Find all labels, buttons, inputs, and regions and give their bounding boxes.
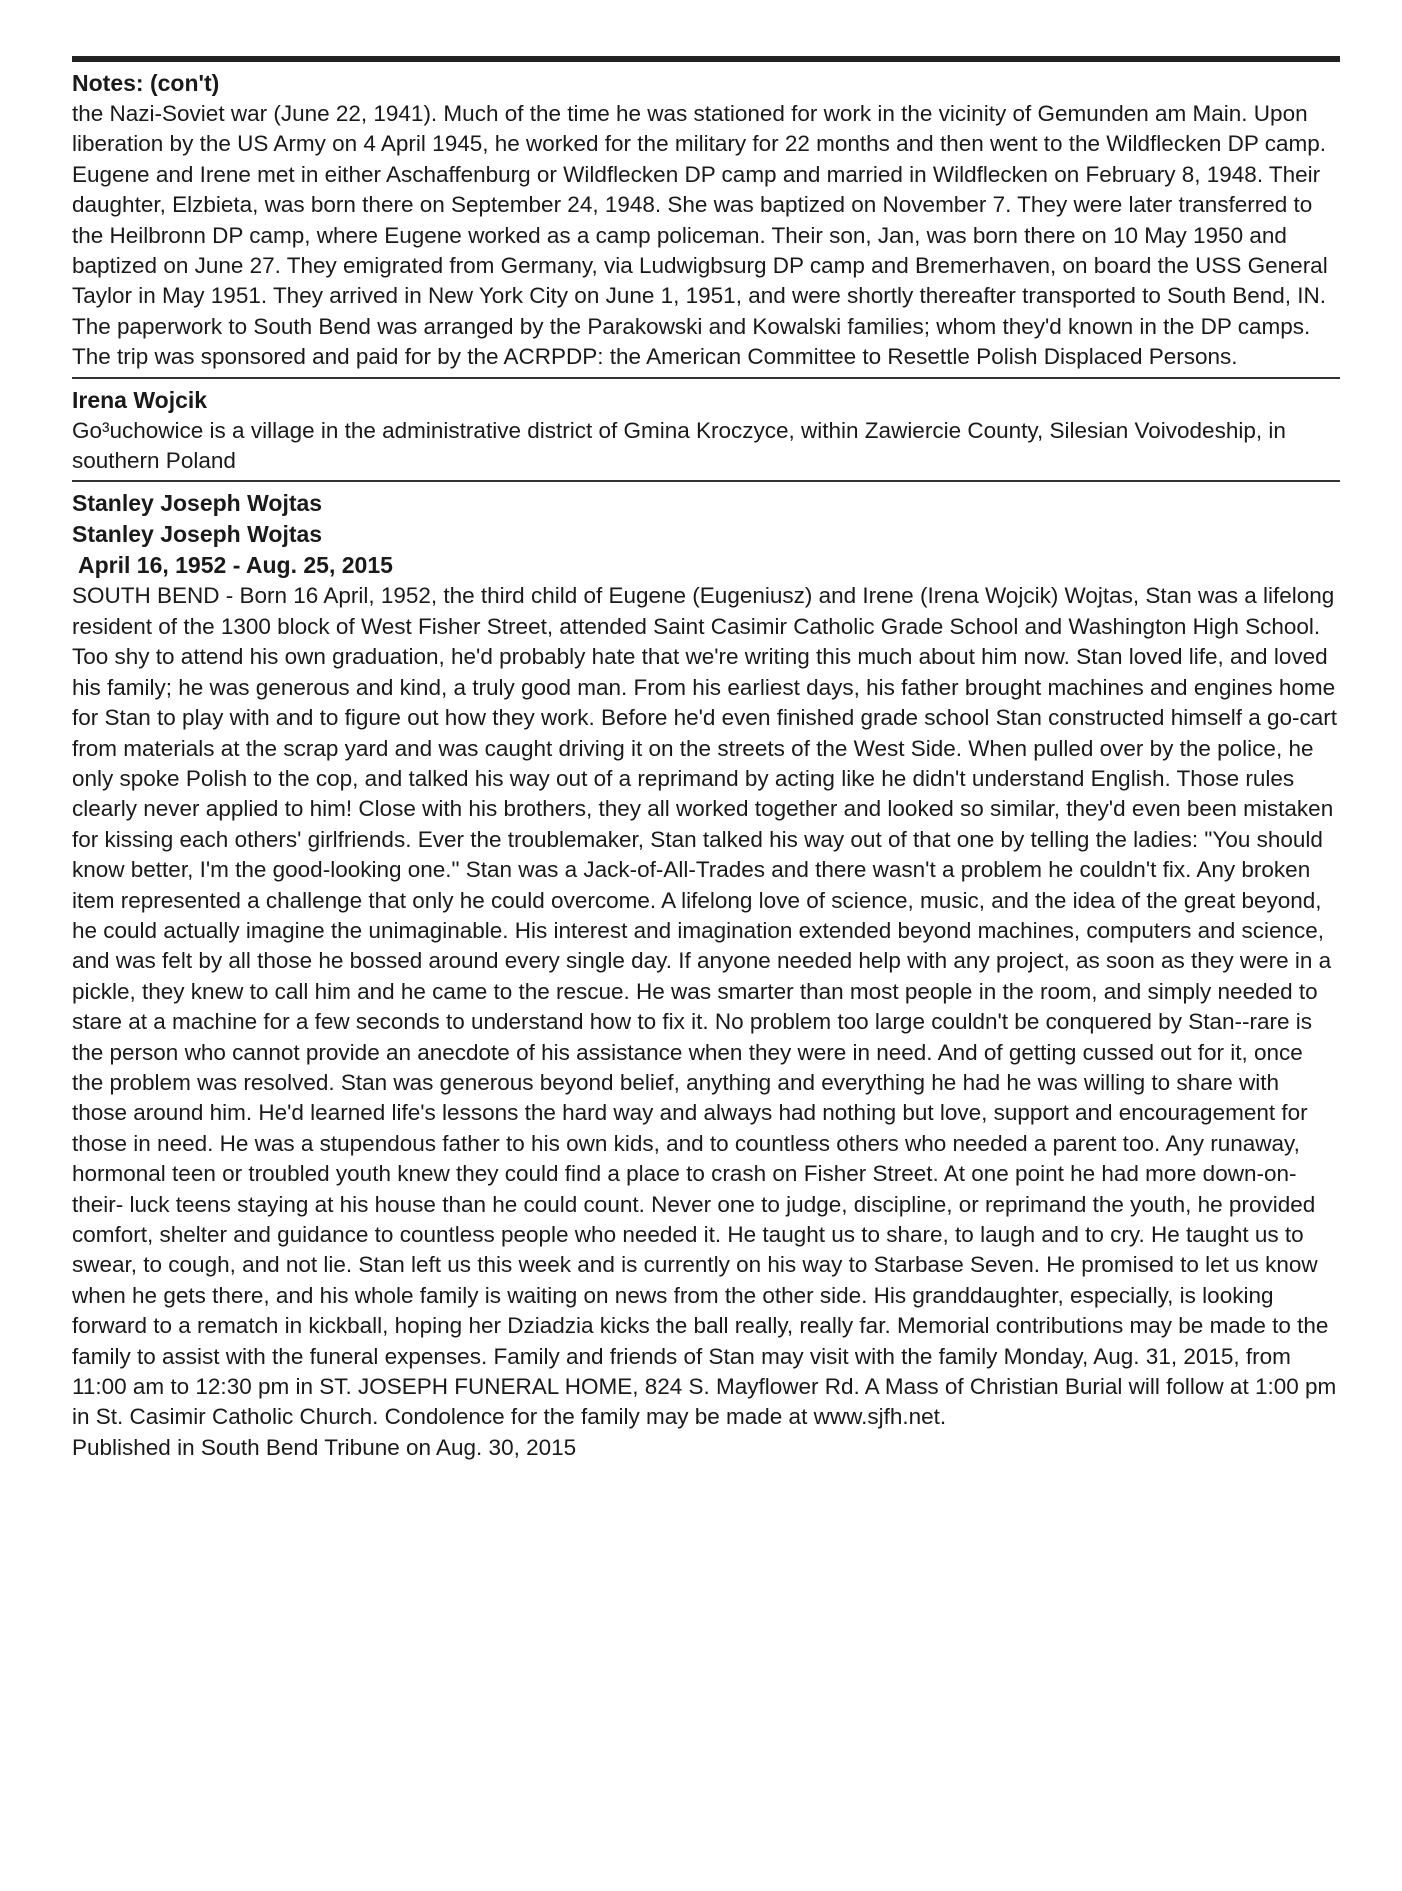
obituary-heading: Stanley Joseph Wojtas [72, 521, 323, 548]
published-line: Published in South Bend Tribune on Aug. 30, 2015 [72, 1434, 577, 1460]
stanley-section [72, 488, 1340, 1463]
obituary-dates: April 16, 1952 - Aug. 25, 2015 [78, 552, 393, 579]
irena-section [72, 385, 1340, 477]
section-divider [72, 480, 1340, 482]
document-page [72, 56, 1340, 1463]
obituary-text: SOUTH BEND - Born 16 April, 1952, the third child of Eugene (Eugeniusz) and Irene (Irena Wojcik) Wojtas, Stan was a lifelong resident of the 1300 block of West Fisher Street, attended Saint Casimir Catholic Grade School and Washington High School. Too shy to attend his own graduation, he'd probably hate that we're writing this much about him now. Stan loved life, and loved his family; he was generous and kind, a truly good man. From his earliest days, his father brought machines and engines home for Stan to play with and to figure out how they work. Before he'd even finished grade school Stan constructed himself a go-cart from materials at the scrap yard and was caught driving it on the streets of the West Side. When pulled over by the police, he only spoke Polish to the cop, and talked his way out of a reprimand by acting like he didn't understand English. Those rules clearly never applied to him! Close with his brothers, they all worked together and looked so similar, they'd even been mistaken for kissing each others' girlfriends. Ever the troublemaker, Stan talked his way out of that one by telling the ladies: "You should know better, I'm the good-looking one." Stan was a Jack-of-All-Trades and there wasn't a problem he couldn't fix. Any broken item represented a challenge that only he could overcome. A lifelong love of science, music, and the idea of the great beyond, he could actually imagine the unimaginable. His interest and imagination extended beyond machines, computers and science, and was felt by all those he bossed around every single day. If anyone needed help with any project, as soon as they were in a pickle, they knew to call him and he came to the rescue. He was smarter than most people in the room, and simply needed to stare at a machine for a few seconds to understand how to fix it. No problem too large couldn't be conquered by Stan--rare is the person who cannot provide an anecdote of his assistance when they were in need. And of getting cussed out for it, once the problem was resolved. Stan was generous beyond belief, anything and everything he had he was willing to share with those around him. He'd learned life's lessons the hard way and always had nothing but love, support and encouragement for those in need. He was a stupendous father to his own kids, and to countless others who needed a parent too. Any runaway, hormonal teen or troubled youth knew they could find a place to crash on Fisher Street. At one point he had more down-on-their- luck teens staying at his house than he could count. Never one to judge, discipline, or reprimand the youth, he provided comfort, shelter and guidance to countless people who needed it. He taught us to share, to laugh and to cry. He taught us to swear, to cough, and not lie. Stan left us this week and is currently on his way to Starbase Seven. He promised to let us know when he gets there, and his whole family is waiting on news from the other side. His granddaughter, especially, is looking forward to a rematch in kickball, hoping her Dziadzia kicks the ball really, really far. Memorial contributions may be made to the family to assist with the funeral expenses. Family and friends of Stan may visit with the family Monday, Aug. 31, 2015, from 11:00 am to 12:30 pm in ST. JOSEPH FUNERAL HOME, 824 S. Mayflower Rd. A Mass of Christian Burial will follow at 1:00 pm in St. Casimir Catholic Church. Condolence for the family may be made at www.sjfh.net. [72, 583, 1338, 1430]
notes-paragraph: Eugene and Irene met in either Aschaffenburg or Wildflecken DP camp and married in Wildflecken on February 8, 1948. Their daughter, Elzbieta, was born there on September 24, 1948. She was baptized on November 7. They were later transferred to the Heilbronn DP camp, where Eugene worked as a camp policeman. Their son, Jan, was born there on 10 May 1950 and baptized on June 27. They emigrated from Germany, via Ludwigbsurg DP camp and Bremerhaven, on board the USS General Taylor in May 1951. They arrived in New York City on June 1, 1951, and were shortly thereafter transported to South Bend, IN. The paperwork to South Bend was arranged by the Parakowski and Kowalski families; whom they'd known in the DP camps. The trip was sponsored and paid for by the ACRPDP: the American Committee to Resettle Polish Displaced Persons. [72, 161, 1328, 370]
irena-title: Irena Wojcik [72, 386, 208, 413]
irena-text: Go³uchowice is a village in the administrative district of Gmina Kroczyce, within Zawiercie County, Silesian Voivodeship, in southern Poland [72, 417, 1286, 474]
notes-title: Notes: (con't) [72, 70, 220, 96]
stanley-title: Stanley Joseph Wojtas [72, 490, 323, 517]
notes-section [72, 68, 1340, 373]
notes-paragraph: the Nazi-Soviet war (June 22, 1941). Much of the time he was stationed for work in the vicinity of Gemunden am Main. Upon liberation by the US Army on 4 April 1945, he worked for the military for 22 months and then went to the Wildflecken DP camp. [72, 101, 1326, 157]
section-divider [72, 377, 1340, 379]
top-divider [72, 56, 1340, 62]
